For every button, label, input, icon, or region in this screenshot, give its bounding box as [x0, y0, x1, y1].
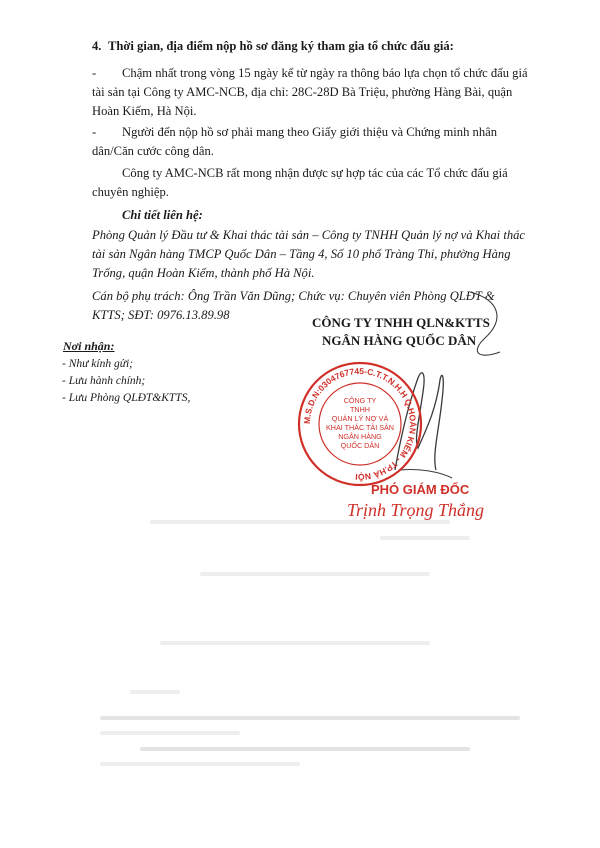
bullet-dash: - — [92, 66, 97, 80]
section-number: 4. — [92, 39, 102, 53]
stamp-center-line: KHAI THÁC TÀI SẢN — [325, 423, 395, 432]
section-heading: Thời gian, địa điểm nộp hồ sơ đăng ký tham gia tổ chức đấu giá: — [108, 39, 454, 53]
stamp-center-line: QUỐC DÂN — [340, 441, 380, 450]
stamp-inner-ring — [319, 383, 401, 465]
bullet-1-line1: Chậm nhất trong vòng 15 ngày kể từ ngày ra thông báo lựa chọn tổ chức đấu giá — [122, 66, 528, 80]
bullet-1-line2: tài sản tại Công ty AMC-NCB, địa chỉ: 28C-28D Bà Triệu, phường Hàng Bài, quận — [92, 85, 513, 99]
closing-line2: chuyên nghiệp. — [92, 185, 169, 199]
bullet-1-line3: Hoàn Kiếm, Hà Nội. — [92, 104, 197, 118]
bullet-dash: - — [92, 125, 97, 139]
signature-company-line2: NGÂN HÀNG QUỐC DÂN — [322, 333, 477, 348]
stamp-center-line: TNHH — [350, 405, 370, 414]
stamp-ring-text: M.S.D.N:0304767745-C.T.T.N.H.H Q.HOÀN KIẾM - TP.HÀ NỘI — [301, 365, 419, 483]
stamp-center-line: NGÂN HÀNG — [338, 432, 382, 441]
contact-heading: Chi tiết liên hệ: — [122, 208, 203, 222]
contact-officer-line2: KTTS; SĐT: 0976.13.89.98 — [92, 308, 230, 322]
bullet-2-line1: Người đến nộp hồ sơ phải mang theo Giấy giới thiệu và Chứng minh nhân — [122, 125, 498, 139]
signer-position: PHÓ GIÁM ĐỐC — [371, 482, 470, 497]
contact-dept-line2: tài sản Ngân hàng TMCP Quốc Dân – Tầng 4, Số 10 phố Tràng Thi, phường Hàng — [92, 247, 511, 261]
recipients-heading: Nơi nhận: — [63, 339, 115, 353]
stamp-outer-ring — [299, 363, 421, 485]
stamp-center-line: QUẢN LÝ NỢ VÀ — [331, 414, 389, 423]
contact-dept-line1: Phòng Quản lý Đầu tư & Khai thác tài sản – Công ty TNHH Quản lý nợ và Khai thác — [92, 228, 526, 242]
contact-dept-line3: Trống, quận Hoàn Kiếm, thành phố Hà Nội. — [92, 266, 315, 280]
contact-officer-line1: Cán bộ phụ trách: Ông Trần Văn Dũng; Chức vụ: Chuyên viên Phòng QLĐT & — [92, 289, 495, 303]
closing-line1: Công ty AMC-NCB rất mong nhận được sự hợp tác của các Tổ chức đấu giá — [122, 166, 508, 180]
recipient-item: - Lưu hành chính; — [62, 375, 146, 387]
signature-company-line1: CÔNG TY TNHH QLN&KTTS — [312, 315, 490, 330]
bullet-2-line2: dân/Căn cước công dân. — [92, 144, 214, 158]
stamp-center-line: CÔNG TY — [343, 396, 377, 405]
signer-name: Trịnh Trọng Thắng — [347, 500, 485, 520]
recipient-item: - Lưu Phòng QLĐT&KTTS, — [62, 392, 191, 404]
recipient-item: - Như kính gửi; — [62, 358, 133, 370]
